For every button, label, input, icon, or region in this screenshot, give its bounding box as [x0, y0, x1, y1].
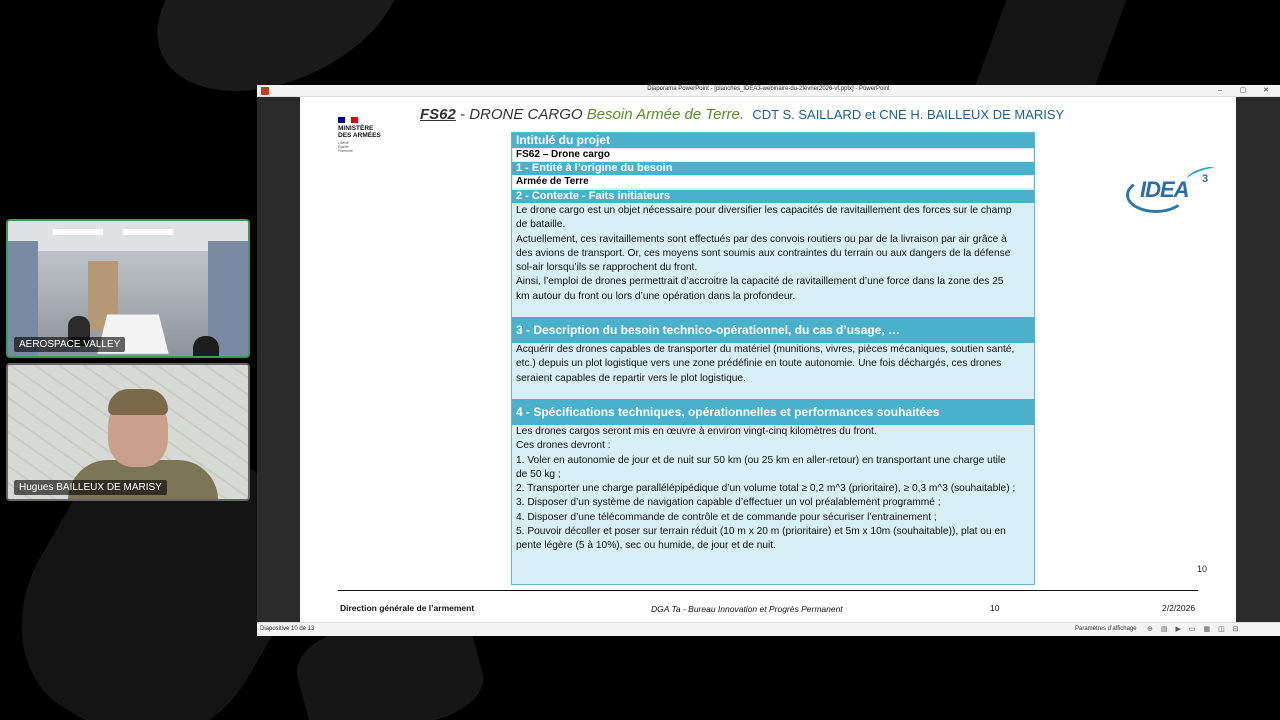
powerpoint-window: [257, 85, 1280, 636]
title-code: FS62: [420, 106, 456, 123]
french-flag-icon: [338, 117, 358, 123]
status-bar: [257, 622, 1280, 636]
display-settings-button[interactable]: Paramètres d’affichage: [1075, 626, 1137, 632]
logo-text: IDEA: [1140, 177, 1189, 202]
slide-page-number: 10: [1197, 564, 1208, 574]
ministere-line2: DES ARMÉES: [338, 132, 381, 139]
slide-editor: [257, 97, 1280, 622]
close-button[interactable]: ✕: [1263, 87, 1269, 94]
description-paragraph: Acquérir des drones capables de transporter du matériel (munitions, vivres, pièces mécaniques, soutien santé, etc.) depuis un plot logistique vers une zone prédéfinie en toute autonomie. Une fois déchargés, ces drones seraient capables de repartir vers le plot logistique.: [516, 344, 1015, 384]
title-authors: CDT S. SAILLARD et CNE H. BAILLEUX DE MARISY: [752, 107, 1065, 122]
maximize-button[interactable]: ▢: [1239, 87, 1247, 94]
video-frame: [123, 229, 173, 235]
flag-stripe: [351, 117, 358, 123]
ministere-line1: MINISTÈRE: [338, 125, 374, 132]
slide-counter: Diapositive 10 de 13: [260, 626, 315, 632]
window-title: Diaporama PowerPoint - [planches_IDEA3-webinaire-du-2février2026-vf.pptx] - PowerPoint: [647, 86, 890, 92]
background-shape: [974, 0, 1127, 90]
flag-stripe: [345, 117, 352, 123]
footer-divider: [338, 590, 1198, 591]
context-paragraph: Le drone cargo est un objet nécessaire pour diversifier les capacités de ravitaillement des forces sur le champ de bataille. Actuellement, ces ravitaillements sont effectués par des convois routiers ou par de la livraison par air grâce à des avions de transport. Or, ces moyens sont soumis aux contraintes du terrain ou aux dangers de la défense sol-air lorsqu’ils se rapprochent du front. Ainsi, l’emploi de drones permettrait d’accroitre la capacité de ravitaillement d’une force dans la zone des 25 km autour du front ou lors d’une opération dans la profondeur.: [516, 205, 1012, 302]
logo-swoosh: [1185, 164, 1217, 184]
slide[interactable]: [300, 97, 1236, 622]
view-buttons-icon[interactable]: ⊕▤▶▭▦◫⊟: [1147, 626, 1247, 633]
flag-stripe: [338, 117, 345, 123]
participant-video-tile[interactable]: [6, 219, 250, 358]
footer-date: 2/2/2026: [1162, 603, 1196, 613]
footer-number: 10: [990, 603, 1000, 613]
window-titlebar: [257, 85, 1280, 97]
video-frame: [53, 229, 103, 235]
video-frame: [193, 336, 219, 358]
origin-entity: Armée de Terre: [513, 176, 1033, 188]
specifications-paragraph: Les drones cargos seront mis en œuvre à environ vingt-cinq kilomètres du front. Ces drones devront : 1. Voler en autonomie de jour et de nuit sur 50 km (ou 25 km en aller-retour) en transportant une charge utile de 50 kg ; 2. Transporter une charge parallélépipédique d’un volume total ≥ 0,2 m^3 (prioritaire), ≥ 0,3 m^3 (souhaitable) ; 3. Disposer d’un système de navigation capable d’effectuer un vol préalablement programmé ; 4. Disposer d’une télécommande de contrôle et de commande pour sécuriser l’entrainement ; 5. Pouvoir décoller et poser sur terrain réduit (10 m x 20 m (prioritaire) et 5m x 10m (souhaitable)), plat ou en pente légère (5 à 10%), sec ou humide, de jour et de nuit.: [516, 426, 1016, 552]
title-main: - DRONE CARGO: [455, 106, 587, 123]
header-section-3: 3 - Description du besoin technico-opérationnel, du cas d’usage, …: [512, 317, 1034, 343]
participant-name: Hugues BAILLEUX DE MARISY: [14, 480, 167, 495]
footer-middle: DGA Ta - Bureau Innovation et Progrès Permanent: [651, 604, 843, 614]
ministere-logo: [338, 117, 398, 153]
project-table: [511, 132, 1035, 585]
idea3-logo: [1126, 169, 1218, 217]
participant-name: AEROSPACE VALLEY: [14, 337, 125, 352]
header-section-2: 2 - Contexte - Faits initiateurs: [512, 190, 1034, 203]
video-frame: [108, 389, 168, 415]
project-name: FS62 – Drone cargo: [513, 149, 1033, 161]
participant-video-tile[interactable]: [6, 363, 250, 501]
header-section-4: 4 - Spécifications techniques, opérationnelles et performances souhaitées: [512, 399, 1034, 425]
title-green: Besoin Armée de Terre.: [586, 106, 745, 123]
logo-superscript: 3: [1202, 173, 1209, 185]
header-project-title: Intitulé du projet: [512, 133, 1034, 148]
header-section-1: 1 - Entité à l’origine du besoin: [512, 162, 1034, 175]
ministere-motto: Liberté Égalité Fraternité: [338, 141, 353, 153]
minimize-button[interactable]: –: [1218, 87, 1222, 94]
slide-title: [420, 106, 1064, 123]
footer-left: Direction générale de l’armement: [340, 603, 475, 613]
